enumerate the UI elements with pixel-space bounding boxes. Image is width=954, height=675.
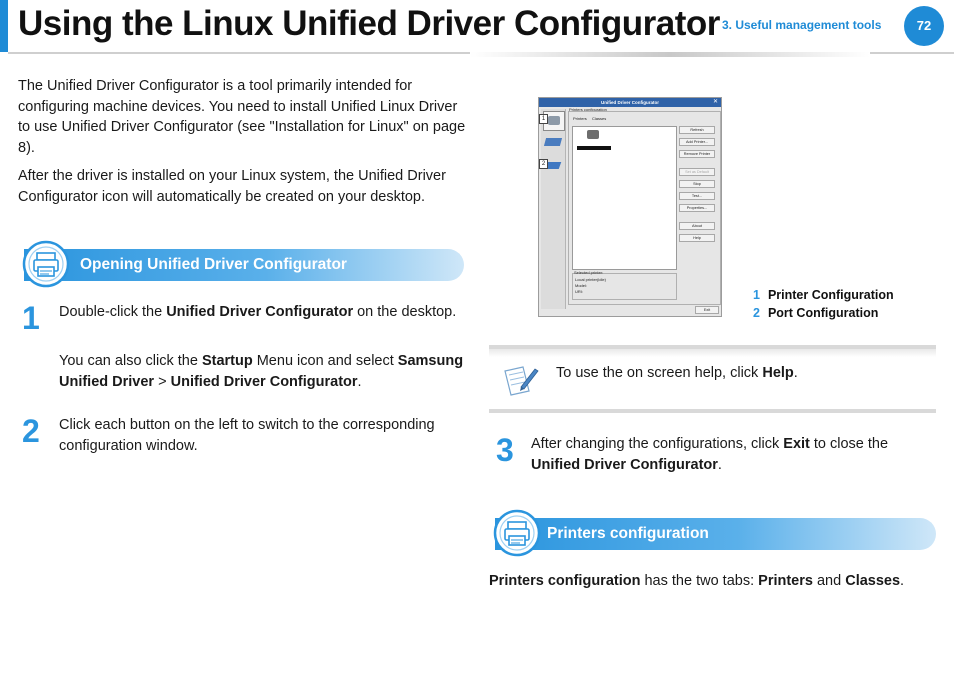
intro-paragraph-2: After the driver is installed on your Linux system, the Unified Driver Configurator icon will automatically be created on your desktop. xyxy=(18,168,446,205)
callout-2: 2 xyxy=(539,159,548,169)
step-number-3: 3 xyxy=(496,432,514,468)
legend-item-1 xyxy=(753,288,894,302)
class-config-button[interactable] xyxy=(544,135,562,149)
note-text: To use the on screen help, click Help. xyxy=(556,365,798,381)
section-link[interactable]: 3. Useful management tools xyxy=(722,18,882,32)
selected-printer-label: Selected printer: xyxy=(574,270,604,275)
close-icon: ✕ xyxy=(712,99,718,105)
legend-label-1: Printer Configuration xyxy=(767,288,894,302)
printer-icon xyxy=(493,509,541,557)
step-3-text: After changing the configurations, click Exit to close the Unified Driver Configurator. xyxy=(531,436,889,473)
note-pencil-icon xyxy=(499,361,539,401)
step-2-text: Click each button on the left to switch to the corresponding configuration window. xyxy=(59,417,435,454)
page-title: Using the Linux Unified Driver Configurator xyxy=(18,4,720,43)
header-divider-shadow xyxy=(470,52,870,57)
legend-number-1: 1 xyxy=(753,288,760,302)
header-accent-bar xyxy=(0,0,8,52)
note-box xyxy=(489,345,936,413)
selected-printer-model: Model: xyxy=(575,283,588,288)
selected-printer-row[interactable] xyxy=(577,146,611,150)
configurator-screenshot xyxy=(538,97,722,317)
step-number-2: 2 xyxy=(22,413,40,449)
step-number-1: 1 xyxy=(22,300,40,336)
selected-printer-uri: URI: xyxy=(575,289,583,294)
stop-button[interactable]: Stop xyxy=(679,180,715,188)
legend-number-2: 2 xyxy=(753,306,760,320)
legend-item-2 xyxy=(753,306,878,320)
step-1-alt-text: You can also click the Startup Menu icon and select Samsung Unified Driver > Unified Driver Configurator. xyxy=(59,353,464,390)
section-heading-printers xyxy=(495,518,936,550)
section-heading-opening-text: Opening Unified Driver Configurator xyxy=(80,256,347,273)
section-heading-opening xyxy=(24,249,464,281)
about-button[interactable]: About xyxy=(679,222,715,230)
callout-1: 1 xyxy=(539,114,548,124)
add-printer-button[interactable]: Add Printer... xyxy=(679,138,715,146)
window-title: Unified Driver Configurator xyxy=(539,98,721,107)
tab-printers[interactable]: Printers xyxy=(573,116,587,121)
config-side-panel xyxy=(541,109,566,309)
refresh-button[interactable]: Refresh xyxy=(679,126,715,134)
properties-button[interactable]: Properties... xyxy=(679,204,715,212)
remove-printer-button[interactable]: Remove Printer xyxy=(679,150,715,158)
classes-icon xyxy=(544,138,562,146)
tab-classes[interactable]: Classes xyxy=(592,116,607,121)
intro-paragraph-1: The Unified Driver Configurator is a tool primarily intended for configuring machine devices. You need to install Unified Linux Driver to use Unified Driver Configurator (see "Installation for Linux" on page 8). xyxy=(18,78,466,157)
printer-icon xyxy=(587,130,599,139)
step-1-text: Double-click the Unified Driver Configurator on the desktop. xyxy=(59,304,457,320)
printer-config-icon xyxy=(548,116,560,125)
exit-button[interactable]: Exit xyxy=(695,306,719,314)
help-button[interactable]: Help xyxy=(679,234,715,242)
printers-config-description: Printers configuration has the two tabs: Printers and Classes. xyxy=(489,573,905,589)
page-number-badge: 72 xyxy=(904,6,944,46)
selected-printer-status: Local printer(idle) xyxy=(575,277,606,282)
set-default-button[interactable]: Set as Default xyxy=(679,168,715,176)
printer-icon xyxy=(22,240,70,288)
legend-label-2: Port Configuration xyxy=(767,306,879,320)
test-button[interactable]: Test... xyxy=(679,192,715,200)
printers-config-group-label: Printers configuration xyxy=(569,107,607,112)
section-heading-printers-text: Printers configuration xyxy=(547,525,709,542)
printer-list[interactable] xyxy=(572,126,677,270)
